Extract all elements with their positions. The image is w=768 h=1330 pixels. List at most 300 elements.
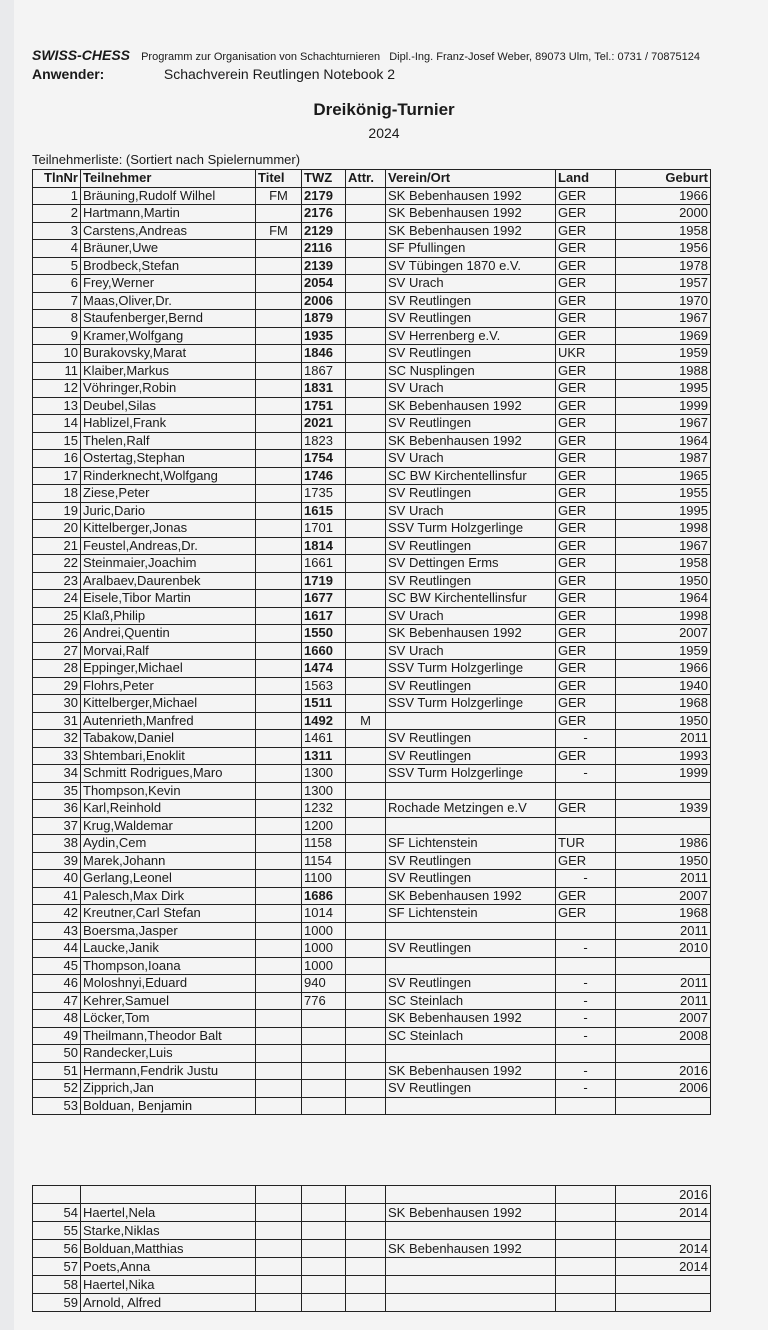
cell-twz: 1492 [302,712,346,730]
cell-twz: 1701 [302,520,346,538]
table-row [33,607,711,625]
cell-club [386,817,556,835]
cell-titel [256,590,302,608]
cell-titel [256,1186,302,1204]
cell-titel [256,905,302,923]
cell-attr [346,940,386,958]
cell-twz: 2116 [302,240,346,258]
cell-titel [256,817,302,835]
cell-attr [346,975,386,993]
cell-attr [346,1294,386,1312]
cell-geb: 1969 [616,327,711,345]
cell-attr [346,852,386,870]
cell-twz: 1014 [302,905,346,923]
cell-land: GER [556,327,616,345]
table-row [33,730,711,748]
cell-land: - [556,1080,616,1098]
cell-attr [346,240,386,258]
cell-nr: 4 [33,240,81,258]
cell-land: GER [556,607,616,625]
cell-geb [616,957,711,975]
user-line [32,66,395,82]
cell-geb: 1966 [616,660,711,678]
cell-attr [346,205,386,223]
user-value: Schachverein Reutlingen Notebook 2 [163,66,396,82]
cell-geb [616,1097,711,1115]
cell-land: GER [556,520,616,538]
cell-name: Haertel,Nela [81,1204,256,1222]
cell-twz [302,1062,346,1080]
cell-nr: 22 [33,555,81,573]
cell-attr [346,450,386,468]
table-row [33,957,711,975]
cell-land [556,957,616,975]
cell-name: Carstens,Andreas [81,222,256,240]
cell-twz: 2179 [302,187,346,205]
cell-geb: 2007 [616,1010,711,1028]
cell-titel [256,747,302,765]
table-row [33,887,711,905]
cell-titel [256,362,302,380]
cell-club: SK Bebenhausen 1992 [386,1204,556,1222]
cell-land: GER [556,275,616,293]
cell-titel [256,1080,302,1098]
cell-titel [256,1294,302,1312]
cell-land: TUR [556,835,616,853]
cell-name: Hermann,Fendrik Justu [81,1062,256,1080]
cell-land: GER [556,362,616,380]
cell-club: SV Reutlingen [386,852,556,870]
cell-land: GER [556,257,616,275]
cell-titel [256,940,302,958]
cell-attr [346,765,386,783]
cell-attr [346,187,386,205]
cell-club: SF Lichtenstein [386,905,556,923]
cell-attr [346,555,386,573]
col-header-name: Teilnehmer [81,170,256,188]
col-header-twz: TWZ [302,170,346,188]
cell-name: Bräuner,Uwe [81,240,256,258]
cell-name: Tabakow,Daniel [81,730,256,748]
cell-nr: 9 [33,327,81,345]
table-row [33,1222,711,1240]
cell-nr: 55 [33,1222,81,1240]
cell-geb [616,1294,711,1312]
cell-land: GER [556,642,616,660]
cell-name: Morvai,Ralf [81,642,256,660]
cell-nr: 36 [33,800,81,818]
cell-nr: 51 [33,1062,81,1080]
cell-titel [256,572,302,590]
cell-geb: 1957 [616,275,711,293]
table-row [33,380,711,398]
cell-titel: FM [256,222,302,240]
cell-geb: 2011 [616,975,711,993]
cell-nr: 59 [33,1294,81,1312]
cell-titel [256,432,302,450]
cell-attr [346,397,386,415]
cell-club: SV Dettingen Erms [386,555,556,573]
cell-club: SV Reutlingen [386,292,556,310]
cell-geb: 1967 [616,415,711,433]
brand-name: SWISS-CHESS [32,47,131,63]
cell-land: - [556,975,616,993]
cell-club [386,1045,556,1063]
cell-club: SV Reutlingen [386,940,556,958]
cell-twz [302,1186,346,1204]
table-row [33,362,711,380]
cell-twz: 1232 [302,800,346,818]
cell-nr: 50 [33,1045,81,1063]
cell-club: SSV Turm Holzgerlinge [386,695,556,713]
cell-name: Schmitt Rodrigues,Maro [81,765,256,783]
cell-club: SV Reutlingen [386,975,556,993]
cell-land: - [556,870,616,888]
cell-land: GER [556,240,616,258]
cell-geb [616,1222,711,1240]
cell-twz: 1617 [302,607,346,625]
cell-land [556,1204,616,1222]
cell-attr [346,415,386,433]
cell-name: Marek,Johann [81,852,256,870]
cell-name: Hartmann,Martin [81,205,256,223]
cell-geb: 1959 [616,642,711,660]
cell-club: SV Reutlingen [386,730,556,748]
cell-attr [346,642,386,660]
cell-land [556,1097,616,1115]
cell-attr [346,485,386,503]
cell-club [386,782,556,800]
cell-name: Ziese,Peter [81,485,256,503]
table-row [33,467,711,485]
cell-twz: 1751 [302,397,346,415]
cell-titel [256,1027,302,1045]
cell-name: Randecker,Luis [81,1045,256,1063]
table-row [33,1240,711,1258]
cell-titel: FM [256,187,302,205]
cell-twz [302,1294,346,1312]
cell-land: GER [556,222,616,240]
cell-land: GER [556,712,616,730]
cell-geb: 1993 [616,747,711,765]
cell-geb: 2007 [616,625,711,643]
cell-nr: 57 [33,1258,81,1276]
table-row [33,292,711,310]
col-header-attr: Attr. [346,170,386,188]
table-row [33,397,711,415]
cell-nr: 30 [33,695,81,713]
cell-nr: 38 [33,835,81,853]
cell-geb: 2011 [616,870,711,888]
cell-land [556,817,616,835]
cell-club [386,712,556,730]
cell-club: SC Steinlach [386,992,556,1010]
cell-attr [346,800,386,818]
cell-titel [256,520,302,538]
cell-name: Boersma,Jasper [81,922,256,940]
cell-attr [346,1080,386,1098]
cell-geb: 2008 [616,1027,711,1045]
cell-geb: 1986 [616,835,711,853]
col-header-nr: TlnNr [33,170,81,188]
cell-club: SK Bebenhausen 1992 [386,1062,556,1080]
table-row [33,240,711,258]
cell-twz: 2054 [302,275,346,293]
table-row [33,817,711,835]
cell-nr: 20 [33,520,81,538]
cell-attr [346,222,386,240]
table-row [33,1062,711,1080]
cell-land: GER [556,695,616,713]
cell-twz: 1311 [302,747,346,765]
cell-nr: 48 [33,1010,81,1028]
cell-attr [346,677,386,695]
cell-name: Autenrieth,Manfred [81,712,256,730]
cell-attr [346,695,386,713]
cell-club [386,1097,556,1115]
cell-geb: 2011 [616,922,711,940]
cell-club: SV Urach [386,275,556,293]
cell-titel [256,852,302,870]
cell-attr [346,887,386,905]
cell-attr [346,607,386,625]
cell-geb: 1988 [616,362,711,380]
cell-nr: 8 [33,310,81,328]
cell-club: SV Reutlingen [386,537,556,555]
cell-attr [346,327,386,345]
cell-nr: 24 [33,590,81,608]
cell-attr [346,590,386,608]
cell-nr: 18 [33,485,81,503]
cell-titel [256,1204,302,1222]
cell-name: Flohrs,Peter [81,677,256,695]
cell-nr: 5 [33,257,81,275]
cell-nr: 40 [33,870,81,888]
cell-club: SV Reutlingen [386,345,556,363]
cell-nr: 15 [33,432,81,450]
cell-nr: 43 [33,922,81,940]
cell-club: Rochade Metzingen e.V [386,800,556,818]
cell-land: GER [556,537,616,555]
cell-twz: 1000 [302,940,346,958]
cell-name: Karl,Reinhold [81,800,256,818]
cell-name: Klaiber,Markus [81,362,256,380]
cell-titel [256,1045,302,1063]
table-row [33,432,711,450]
list-label: Teilnehmerliste: (Sortiert nach Spielernummer) [32,152,301,167]
cell-geb: 1959 [616,345,711,363]
cell-land: GER [556,450,616,468]
cell-attr [346,380,386,398]
cell-name: Moloshnyi,Eduard [81,975,256,993]
cell-titel [256,800,302,818]
cell-titel [256,380,302,398]
cell-twz: 2176 [302,205,346,223]
cell-club: SC Steinlach [386,1027,556,1045]
cell-club: SV Urach [386,502,556,520]
cell-geb: 2014 [616,1258,711,1276]
cell-nr: 41 [33,887,81,905]
table-row [33,712,711,730]
cell-club [386,1276,556,1294]
cell-name: Feustel,Andreas,Dr. [81,537,256,555]
cell-geb: 1967 [616,537,711,555]
cell-twz: 1200 [302,817,346,835]
cell-club: SV Urach [386,642,556,660]
author-info: Dipl.-Ing. Franz-Josef Weber, 89073 Ulm, Tel.: 0731 / 70875124 [389,51,701,63]
cell-twz: 1879 [302,310,346,328]
cell-titel [256,275,302,293]
cell-geb: 1940 [616,677,711,695]
cell-titel [256,310,302,328]
cell-nr: 7 [33,292,81,310]
cell-titel [256,485,302,503]
cell-nr: 11 [33,362,81,380]
cell-nr: 27 [33,642,81,660]
table-row [33,852,711,870]
cell-club: SF Pfullingen [386,240,556,258]
cell-name: Palesch,Max Dirk [81,887,256,905]
cell-club: SC Nusplingen [386,362,556,380]
cell-titel [256,765,302,783]
cell-club: SV Urach [386,607,556,625]
cell-club: SC BW Kirchentellinsfur [386,590,556,608]
cell-name: Eppinger,Michael [81,660,256,678]
cell-attr [346,905,386,923]
cell-land: GER [556,187,616,205]
cell-club: SSV Turm Holzgerlinge [386,660,556,678]
cell-titel [256,625,302,643]
table-row [33,677,711,695]
cell-titel [256,870,302,888]
cell-land: GER [556,292,616,310]
cell-nr: 1 [33,187,81,205]
cell-club: SF Lichtenstein [386,835,556,853]
cell-geb: 2011 [616,992,711,1010]
cell-nr: 28 [33,660,81,678]
cell-twz: 1746 [302,467,346,485]
cell-titel [256,992,302,1010]
cell-twz [302,1204,346,1222]
cell-twz: 1719 [302,572,346,590]
cell-nr: 49 [33,1027,81,1045]
table-row [33,205,711,223]
cell-name: Eisele,Tibor Martin [81,590,256,608]
table-row [33,345,711,363]
cell-nr: 16 [33,450,81,468]
cell-nr: 42 [33,905,81,923]
table-row [33,1186,711,1204]
cell-attr [346,1258,386,1276]
cell-club: SK Bebenhausen 1992 [386,432,556,450]
cell-name: Juric,Dario [81,502,256,520]
cell-land: GER [556,415,616,433]
cell-club: SV Tübingen 1870 e.V. [386,257,556,275]
cell-geb: 1950 [616,712,711,730]
cell-land [556,782,616,800]
cell-twz: 1823 [302,432,346,450]
cell-attr [346,502,386,520]
cell-twz: 1300 [302,765,346,783]
cell-geb: 1956 [616,240,711,258]
cell-club: SV Reutlingen [386,870,556,888]
cell-club [386,922,556,940]
cell-club: SV Reutlingen [386,677,556,695]
cell-nr: 26 [33,625,81,643]
cell-attr [346,1276,386,1294]
table-row [33,1276,711,1294]
cell-twz: 1754 [302,450,346,468]
cell-attr [346,870,386,888]
cell-attr [346,1222,386,1240]
cell-land: - [556,730,616,748]
cell-name: Brodbeck,Stefan [81,257,256,275]
cell-club [386,1294,556,1312]
cell-attr [346,1097,386,1115]
cell-land: GER [556,905,616,923]
cell-name: Bolduan,Matthias [81,1240,256,1258]
cell-name: Thompson,Kevin [81,782,256,800]
cell-name: Shtembari,Enoklit [81,747,256,765]
cell-land: GER [556,432,616,450]
cell-geb: 1978 [616,257,711,275]
cell-twz [302,1240,346,1258]
cell-land: GER [556,502,616,520]
cell-nr: 33 [33,747,81,765]
cell-nr: 58 [33,1276,81,1294]
table-row [33,940,711,958]
cell-land: GER [556,205,616,223]
cell-name: Staufenberger,Bernd [81,310,256,328]
program-description: Programm zur Organisation von Schachturnieren [141,51,381,63]
table-row [33,1010,711,1028]
cell-attr [346,835,386,853]
cell-titel [256,205,302,223]
cell-nr: 10 [33,345,81,363]
tournament-year: 2024 [368,125,400,141]
cell-club [386,1258,556,1276]
cell-geb: 1966 [616,187,711,205]
cell-geb: 2000 [616,205,711,223]
cell-geb: 2016 [616,1062,711,1080]
table-row [33,625,711,643]
cell-nr: 46 [33,975,81,993]
cell-attr [346,1062,386,1080]
cell-land: GER [556,660,616,678]
cell-land: GER [556,467,616,485]
cell-name: Kehrer,Samuel [81,992,256,1010]
cell-attr [346,362,386,380]
cell-twz: 776 [302,992,346,1010]
user-label: Anwender: [32,66,105,82]
cell-titel [256,292,302,310]
cell-attr [346,310,386,328]
table-row [33,642,711,660]
cell-land: GER [556,380,616,398]
cell-name: Andrei,Quentin [81,625,256,643]
cell-titel [256,975,302,993]
cell-club: SK Bebenhausen 1992 [386,887,556,905]
cell-geb [616,1276,711,1294]
table-row [33,310,711,328]
cell-name: Klaß,Philip [81,607,256,625]
table-row [33,537,711,555]
cell-nr: 29 [33,677,81,695]
cell-attr [346,1204,386,1222]
table-row [33,1258,711,1276]
cell-land [556,1222,616,1240]
cell-club: SK Bebenhausen 1992 [386,205,556,223]
